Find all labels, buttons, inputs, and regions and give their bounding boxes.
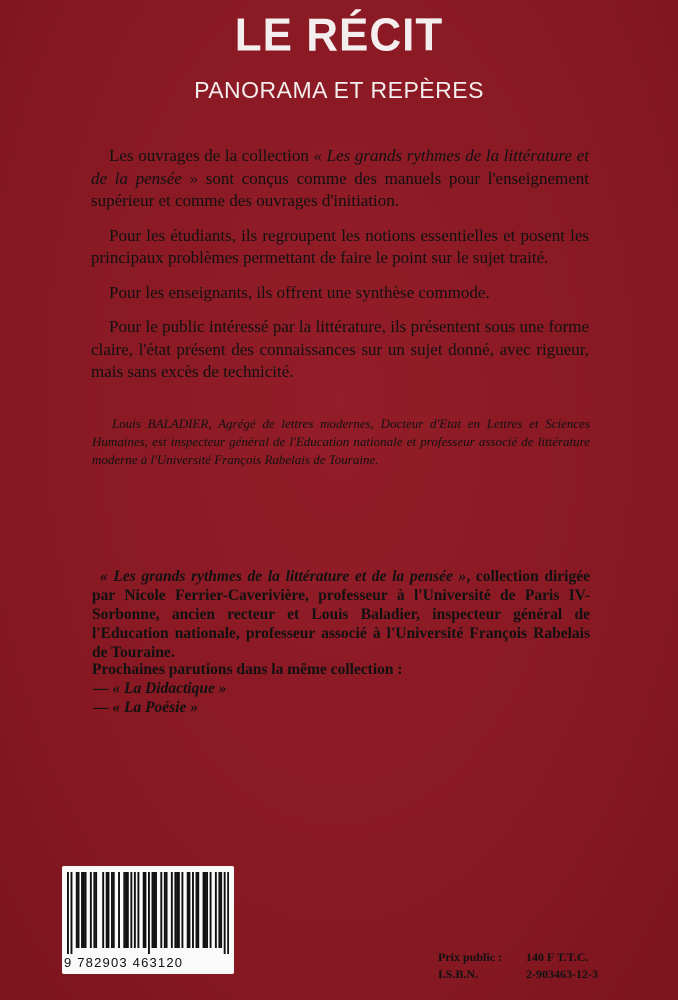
upcoming-item: — « La Poésie »	[93, 699, 199, 716]
price-value: 140 F T.T.C.	[526, 950, 589, 964]
intro-paragraph-2: Pour les étudiants, ils regroupent les notions essentielles et posent les principaux problèmes permettant de faire le point sur le sujet traité.	[91, 225, 589, 267]
intro-paragraph-3: Pour les enseignants, ils offrent une synthèse commode.	[109, 282, 490, 302]
isbn-label: I.S.B.N.	[438, 967, 479, 981]
upcoming-heading: Prochaines parutions dans la même collection :	[92, 661, 403, 678]
barcode-number: 9 782903 463120	[64, 955, 184, 970]
collection-credits: « Les grands rythmes de la littérature et de la pensée », collection dirigée par Nicole Ferrier-Caverivière, professeur à l'Université de Paris IV-Sorbonne, ancien recteur et Louis Baladier, inspecteur général de l'Education nationale, professeur associé à l'Université François Rabelais de Touraine.	[92, 568, 590, 661]
collection-name-credits: « Les grands rythmes de la littérature et de la pensée »	[100, 568, 467, 585]
barcode-bars	[67, 872, 229, 954]
author-bio: Louis BALADIER, Agrégé de lettres modernes, Docteur d'Etat en Lettres et Sciences Humaines, est inspecteur général de l'Education nationale et professeur associé de littérature moderne à l'Université François Rabelais de Touraine.	[92, 416, 590, 467]
collection-name: « Les grands rythmes de la littérature et de la pensée »	[91, 146, 590, 188]
isbn-value: 2-903463-12-3	[526, 967, 598, 981]
price-block	[438, 949, 618, 983]
barcode	[62, 866, 234, 974]
book-title: LE RÉCIT	[234, 9, 444, 62]
upcoming-item: — « La Didactique »	[93, 680, 227, 697]
intro-paragraph-1: Les ouvrages de la collection « Les grands rythmes de la littérature et de la pensée » sont conçus comme des manuels pour l'enseignement supérieur et comme des ouvrages d'initiation.	[91, 146, 590, 210]
upcoming-titles	[92, 660, 590, 717]
intro-paragraph-4: Pour le public intéressé par la littérature, ils présentent sous une forme claire, l'état présent des connaissances sur un sujet donné, avec rigueur, mais sans excès de technicité.	[91, 317, 589, 381]
book-subtitle: PANORAMA ET REPÈRES	[194, 77, 484, 103]
price-label: Prix public :	[438, 950, 503, 964]
collection-description	[91, 145, 589, 396]
